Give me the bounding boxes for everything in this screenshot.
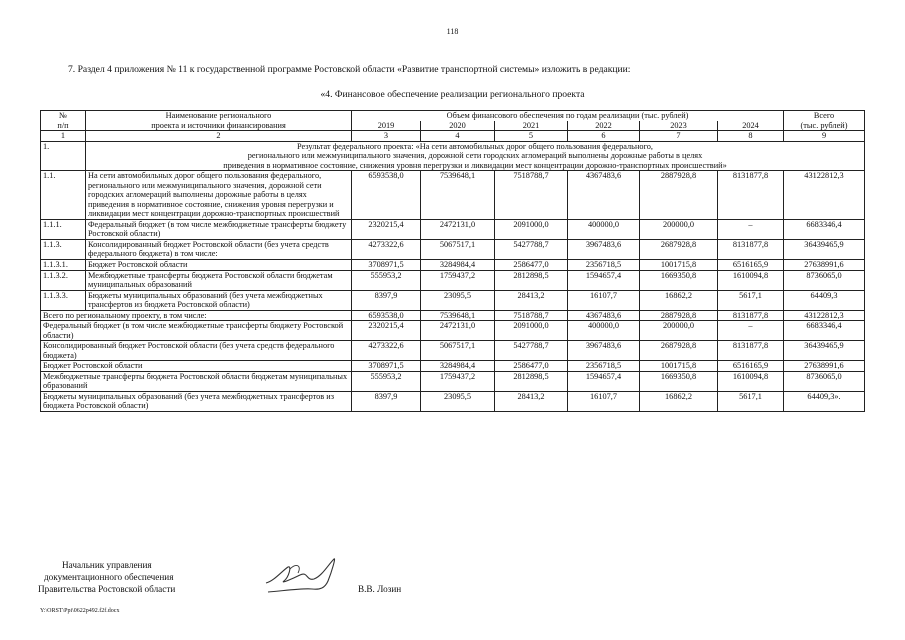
row-name: Бюджет Ростовской области <box>86 259 352 270</box>
header-year: 2021 <box>495 121 568 131</box>
row-value: 6593538,0 <box>352 171 421 220</box>
row-value: 6516165,9 <box>718 259 784 270</box>
row-name: Федеральный бюджет (в том числе межбюджетные трансферты бюджету Ростовской области) <box>86 219 352 239</box>
total-value: 1594657,4 <box>568 371 640 391</box>
row-value: 16862,2 <box>640 290 718 310</box>
total-value: 8397,9 <box>352 391 421 411</box>
total-value: 1610094,8 <box>718 371 784 391</box>
total-value: 4367483,6 <box>568 310 640 321</box>
row-value: 2687928,8 <box>640 239 718 259</box>
row-value: 400000,0 <box>568 219 640 239</box>
row-value: 1759437,2 <box>421 270 495 290</box>
intro-paragraph: 7. Раздел 4 приложения № 11 к государственной программе Ростовской области «Развитие транспортной системы» изложить в редакции: <box>68 64 631 75</box>
total-value: 2586477,0 <box>495 361 568 372</box>
total-value: 5617,1 <box>718 391 784 411</box>
row-value: 1001715,8 <box>640 259 718 270</box>
row-name: Межбюджетные трансферты бюджета Ростовской области бюджетам муниципальных образований <box>86 270 352 290</box>
total-value: 200000,0 <box>640 321 718 341</box>
table-row <box>41 219 865 239</box>
column-number: 7 <box>640 131 718 142</box>
row-value: 2586477,0 <box>495 259 568 270</box>
total-value: 1001715,8 <box>640 361 718 372</box>
total-value: 8131877,8 <box>718 310 784 321</box>
total-value: – <box>718 321 784 341</box>
total-row <box>41 371 865 391</box>
table-row <box>41 171 865 220</box>
header-name: Наименование регионального <box>86 111 352 121</box>
total-name: Бюджеты муниципальных образований (без учета межбюджетных трансфертов из бюджета Ростовской области) <box>41 391 352 411</box>
row-value: 23095,5 <box>421 290 495 310</box>
signatory-title-line-3: Правительства Ростовской области <box>38 584 176 594</box>
row-value: 16107,7 <box>568 290 640 310</box>
row-value: 1610094,8 <box>718 270 784 290</box>
total-value: 16862,2 <box>640 391 718 411</box>
total-value: 8131877,8 <box>718 341 784 361</box>
total-value: 2887928,8 <box>640 310 718 321</box>
signatory-title-line-1: Начальник управления <box>62 560 152 570</box>
total-value: 6683346,4 <box>784 321 865 341</box>
table-row <box>41 290 865 310</box>
total-value: 3967483,6 <box>568 341 640 361</box>
row-number: 1.1.3.3. <box>41 290 86 310</box>
table-row <box>41 270 865 290</box>
row-name: На сети автомобильных дорог общего пользования федерального, регионального или межмуниципального значения, дорожной сети городских агломераций выполнены дорожные работы в целях приведения в нормативное состояние, снижения уровня перегрузки и ликвидации мест концентрации дорожно-транспортных происшествий <box>86 171 352 220</box>
row-value: 27638991,6 <box>784 259 865 270</box>
row-value: 3284984,4 <box>421 259 495 270</box>
column-number: 1 <box>41 131 86 142</box>
row-value: 8131877,8 <box>718 239 784 259</box>
row-value: 4367483,6 <box>568 171 640 220</box>
result-line: Результат федерального проекта: «На сети автомобильных дорог общего пользования федерального, <box>297 141 653 151</box>
table-row <box>41 259 865 270</box>
section-title: «4. Финансовое обеспечение реализации регионального проекта <box>320 89 585 100</box>
row-value: 3967483,6 <box>568 239 640 259</box>
total-value: 4273322,6 <box>352 341 421 361</box>
row-value: 8736065,0 <box>784 270 865 290</box>
total-value: 1669350,8 <box>640 371 718 391</box>
table-row <box>41 239 865 259</box>
total-value: 2687928,8 <box>640 341 718 361</box>
header-name-2: проекта и источники финансирования <box>86 121 352 131</box>
header-year: 2023 <box>640 121 718 131</box>
total-row <box>41 361 865 372</box>
result-description <box>86 141 865 171</box>
total-value: 8736065,0 <box>784 371 865 391</box>
header-volume: Объем финансового обеспечения по годам реализации (тыс. рублей) <box>352 111 784 121</box>
row-number: 1.1.3. <box>41 239 86 259</box>
signatory-title-line-2: документационного обеспечения <box>44 572 174 582</box>
page-number: 118 <box>446 27 459 36</box>
row-value: 64409,3 <box>784 290 865 310</box>
row-number: 1.1.3.2. <box>41 270 86 290</box>
row-name: Консолидированный бюджет Ростовской области (без учета средств федерального бюджета) в том числе: <box>86 239 352 259</box>
total-row <box>41 391 865 411</box>
total-value: 2812898,5 <box>495 371 568 391</box>
header-num-2: п/п <box>41 121 86 131</box>
file-path: Y:\ORST\Ppi\0622p492.f2f.docx <box>40 608 120 614</box>
row-value: 7518788,7 <box>495 171 568 220</box>
row-value: 2320215,4 <box>352 219 421 239</box>
row-value: 36439465,9 <box>784 239 865 259</box>
total-value: 1759437,2 <box>421 371 495 391</box>
total-name: Межбюджетные трансферты бюджета Ростовской области бюджетам муниципальных образований <box>41 371 352 391</box>
row-number: 1.1. <box>41 171 86 220</box>
total-value: 43122812,3 <box>784 310 865 321</box>
row-value: 7539648,1 <box>421 171 495 220</box>
row-value: 1669350,8 <box>640 270 718 290</box>
total-value: 2091000,0 <box>495 321 568 341</box>
row-value: 28413,2 <box>495 290 568 310</box>
row-value: 43122812,3 <box>784 171 865 220</box>
row-value: 8397,9 <box>352 290 421 310</box>
handwritten-signature <box>262 553 352 595</box>
total-value: 7518788,7 <box>495 310 568 321</box>
row-value: 1594657,4 <box>568 270 640 290</box>
column-number: 3 <box>352 131 421 142</box>
row-value: 6683346,4 <box>784 219 865 239</box>
header-total-2: (тыс. рублей) <box>784 121 865 131</box>
total-value: 2472131,0 <box>421 321 495 341</box>
total-row <box>41 321 865 341</box>
total-value: 64409,3». <box>784 391 865 411</box>
column-number: 8 <box>718 131 784 142</box>
row-value: 555953,2 <box>352 270 421 290</box>
row-value: 5617,1 <box>718 290 784 310</box>
result-num: 1. <box>41 141 86 171</box>
header-num: № <box>41 111 86 121</box>
total-row <box>41 310 865 321</box>
row-value: 2812898,5 <box>495 270 568 290</box>
total-value: 36439465,9 <box>784 341 865 361</box>
row-value: 8131877,8 <box>718 171 784 220</box>
result-line: регионального или межмуниципального значения, дорожной сети городских агломераций выполнены дорожные работы в целях <box>247 151 703 161</box>
total-value: 3708971,5 <box>352 361 421 372</box>
total-value: 23095,5 <box>421 391 495 411</box>
header-total: Всего <box>784 111 865 121</box>
total-name: Бюджет Ростовской области <box>41 361 352 372</box>
total-value: 28413,2 <box>495 391 568 411</box>
total-value: 5427788,7 <box>495 341 568 361</box>
row-value: 5427788,7 <box>495 239 568 259</box>
row-value: 2091000,0 <box>495 219 568 239</box>
total-rows <box>41 310 865 411</box>
row-name: Бюджеты муниципальных образований (без учета межбюджетных трансфертов из бюджета Ростовской области) <box>86 290 352 310</box>
total-row <box>41 341 865 361</box>
total-value: 27638991,6 <box>784 361 865 372</box>
total-value: 7539648,1 <box>421 310 495 321</box>
total-name: Всего по региональному проекту, в том числе: <box>41 310 352 321</box>
row-value: 3708971,5 <box>352 259 421 270</box>
total-value: 2320215,4 <box>352 321 421 341</box>
header-year: 2022 <box>568 121 640 131</box>
header-year: 2019 <box>352 121 421 131</box>
detail-rows <box>41 171 865 310</box>
row-value: 200000,0 <box>640 219 718 239</box>
total-value: 3284984,4 <box>421 361 495 372</box>
column-number: 2 <box>86 131 352 142</box>
total-value: 2356718,5 <box>568 361 640 372</box>
column-number: 6 <box>568 131 640 142</box>
row-value: 2356718,5 <box>568 259 640 270</box>
row-value: – <box>718 219 784 239</box>
total-value: 6516165,9 <box>718 361 784 372</box>
row-value: 2472131,0 <box>421 219 495 239</box>
row-value: 5067517,1 <box>421 239 495 259</box>
column-number: 4 <box>421 131 495 142</box>
row-value: 2887928,8 <box>640 171 718 220</box>
row-number: 1.1.3.1. <box>41 259 86 270</box>
total-value: 5067517,1 <box>421 341 495 361</box>
total-value: 400000,0 <box>568 321 640 341</box>
row-number: 1.1.1. <box>41 219 86 239</box>
total-name: Федеральный бюджет (в том числе межбюджетные трансферты бюджету Ростовской области) <box>41 321 352 341</box>
total-name: Консолидированный бюджет Ростовской области (без учета средств федерального бюджета) <box>41 341 352 361</box>
financing-table <box>40 110 865 412</box>
row-value: 4273322,6 <box>352 239 421 259</box>
signatory-name: В.В. Лозин <box>358 584 402 594</box>
header-year: 2024 <box>718 121 784 131</box>
header-year: 2020 <box>421 121 495 131</box>
column-number: 5 <box>495 131 568 142</box>
total-value: 6593538,0 <box>352 310 421 321</box>
column-number: 9 <box>784 131 865 142</box>
total-value: 16107,7 <box>568 391 640 411</box>
result-line: приведения в нормативное состояние, снижения уровня перегрузки и ликвидации мест концентрации дорожно-транспортных происшествий» <box>223 160 727 170</box>
total-value: 555953,2 <box>352 371 421 391</box>
